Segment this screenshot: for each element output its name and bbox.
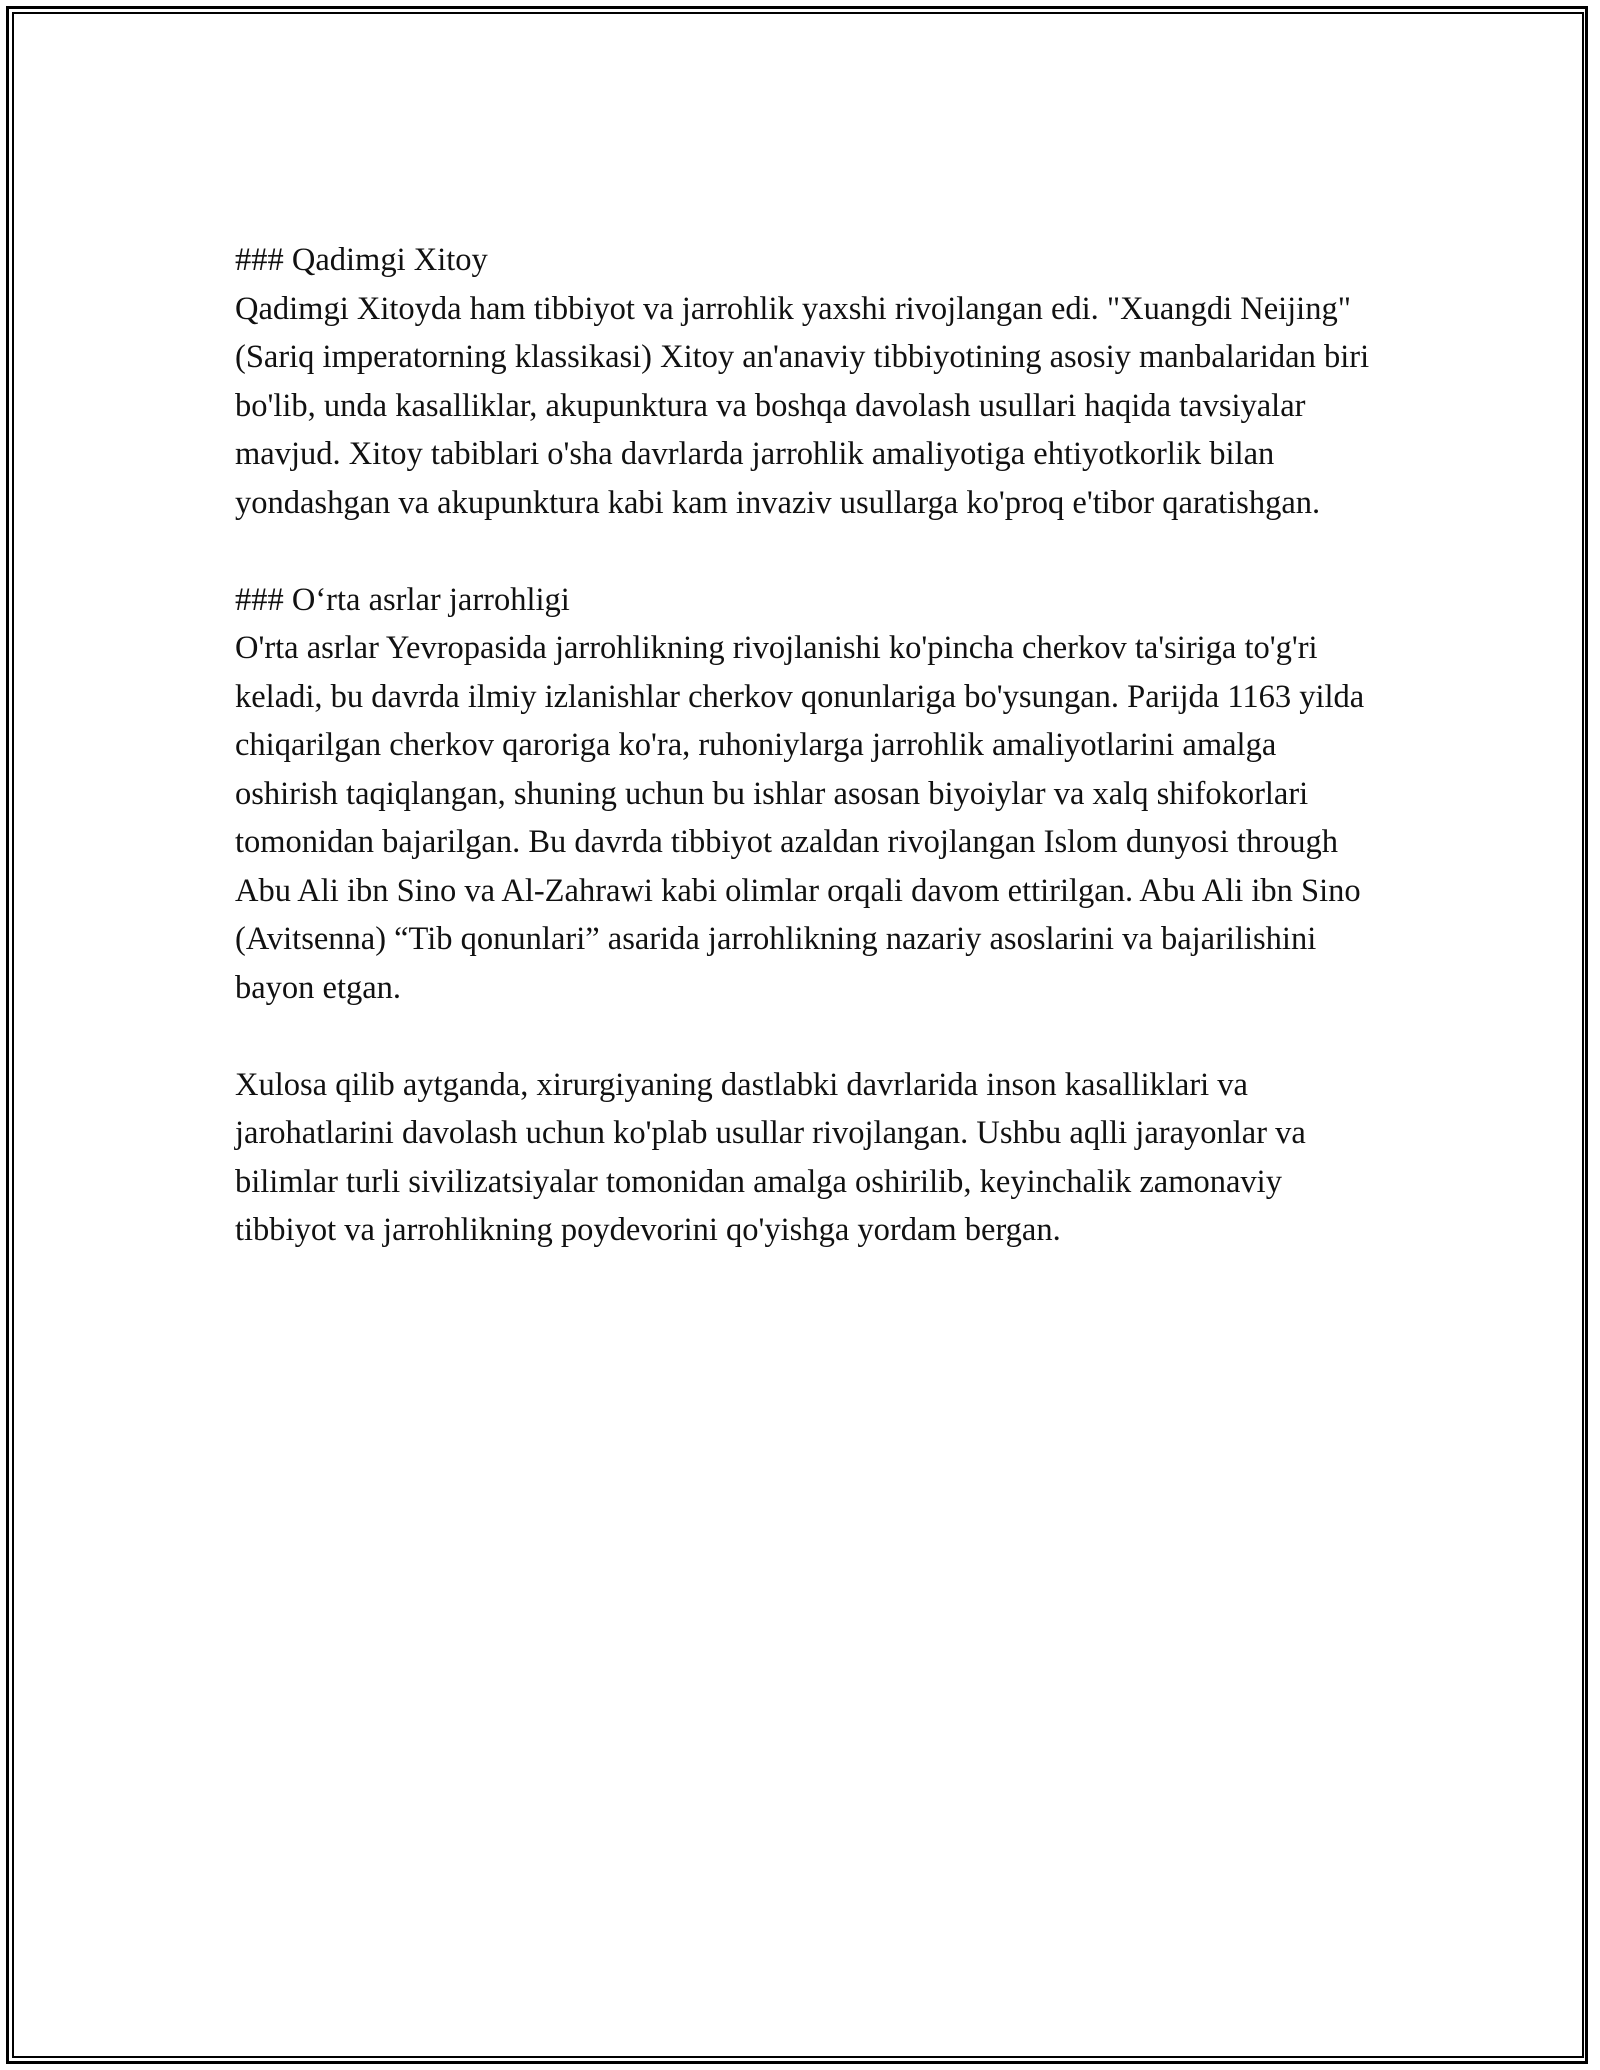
conclusion-paragraph: Xulosa qilib aytganda, xirurgiyaning dastlabki davrlarida inson kasalliklari va jarohatlarini davolash uchun ko'plab usullar rivojlangan. Ushbu aqlli jarayonlar va bilimlar turli sivilizatsiyalar tomonidan amalga oshirilib, keyinchalik zamonaviy tibbiyot va jarrohlikning poydevorini qo'yishga yordam bergan. bbox=[235, 1066, 1306, 1248]
paragraph-gap bbox=[235, 1012, 1385, 1061]
section-ancient-china bbox=[235, 236, 1385, 527]
section-paragraph: O'rta asrlar Yevropasida jarrohlikning rivojlanishi ko'pincha cherkov ta'siriga to'g'ri keladi, bu davrda ilmiy izlanishlar cherkov qonunlariga bo'ysungan. Parijda 1163 yilda chiqarilgan cherkov qaroriga ko'ra, ruhoniylarga jarrohlik amaliyotlarini amalga oshirish taqiqlangan, shuning uchun bu ishlar asosan biyoiylar va xalq shifokorlari tomonidan bajarilgan. Bu davrda tibbiyot azaldan rivojlangan Islom dunyosi through Abu Ali ibn Sino va Al-Zahrawi kabi olimlar orqali davom ettirilgan. Abu Ali ibn Sino (Avitsenna) “Tib qonunlari” asarida jarrohlikning nazariy asoslarini va bajarilishini bayon etgan. bbox=[235, 630, 1365, 1006]
paragraph-gap bbox=[235, 527, 1385, 576]
section-paragraph: Qadimgi Xitoyda ham tibbiyot va jarrohlik yaxshi rivojlangan edi. "Xuangdi Neijing" (Sariq imperatorning klassikasi) Xitoy an'anaviy tibbiyotining asosiy manbalaridan biri bo'lib, unda kasalliklar, akupunktura va boshqa davolash usullari haqida tavsiyalar mavjud. Xitoy tabiblari o'sha davrlarda jarrohlik amaliyotiga ehtiyotkorlik bilan yondashgan va akupunktura kabi kam invaziv usullarga ko'proq e'tibor qaratishgan. bbox=[235, 290, 1370, 521]
section-heading: ### O‘rta asrlar jarrohligi bbox=[235, 581, 570, 618]
section-middle-ages bbox=[235, 576, 1385, 1013]
document-body bbox=[235, 236, 1385, 1255]
section-heading: ### Qadimgi Xitoy bbox=[235, 242, 488, 278]
